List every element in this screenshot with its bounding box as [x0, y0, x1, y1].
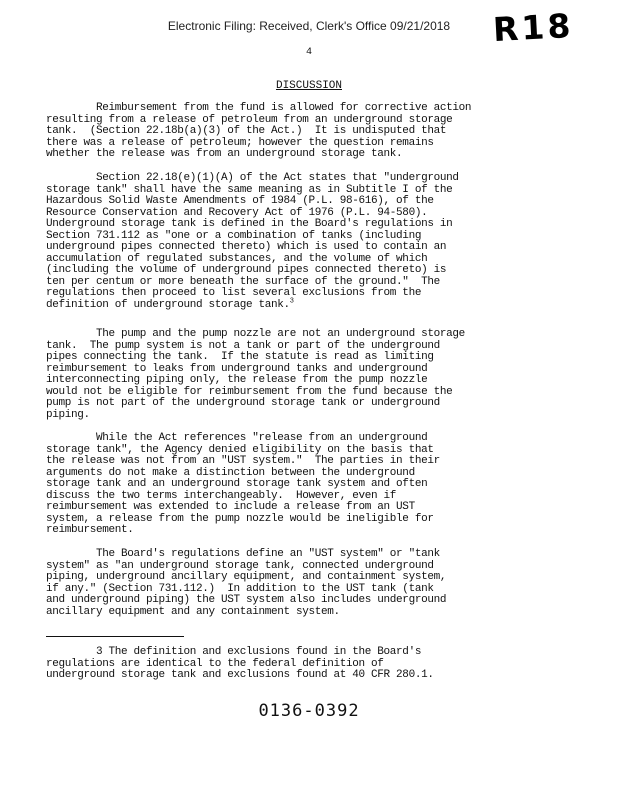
footnote-divider: [46, 636, 184, 637]
exhibit-stamp: R18: [492, 5, 575, 50]
paragraph-4: While the Act references "release from an underground storage tank", the Agency denied eligibility on the basis that the release was not from an "UST system." The parties in their arguments do not make a distinction between the underground storage tank and an underground storage tank system and often discuss the two terms interchangeably. However, even if reimbursement was extended to include a release from an UST system, a release from the pump nozzle would be ineligible for reimbursement.: [46, 432, 440, 536]
page-number: 4: [305, 47, 312, 58]
paragraph-2: Section 22.18(e)(1)(A) of the Act states that "underground storage tank" shall have the same meaning as in Subtitle I of the Hazardous Solid Waste Amendments of 1984 (P.L. 98-616), of the Resource Conservation and Recovery Act of 1976 (P.L. 94-580). Underground storage tank is defined in the Board's regulations in Section 731.112 as "one or a combination of tanks (including underground pipes connected thereto) which is used to contain an accumulation of regulated substances, and the volume of which (including the volume of underground pipes connected thereto) is ten per centum or more beneath the surface of the ground." The regulations then proceed to list several exclusions from the definition of underground storage tank.$^3$: [46, 172, 459, 311]
footnote-reference: 3: [289, 296, 294, 305]
section-title: DISCUSSION: [275, 80, 342, 92]
paragraph-3: The pump and the pump nozzle are not an underground storage tank. The pump system is not a tank or part of the underground pipes connecting the tank. If the statute is read as limiting reimbursement to leaks from underground tanks and underground interconnecting piping only, the release from the pump nozzle would not be eligible for reimbursement from the fund because the pump is not part of the underground storage tank or underground piping.: [46, 328, 465, 421]
paragraph-1: Reimbursement from the fund is allowed for corrective action resulting from a release of petroleum from an underground storage tank. (Section 22.18b(a)(3) of the Act.) It is undisputed that there was a release of petroleum; however the question remains whether the release was from an underground storage tank.: [46, 102, 472, 160]
filing-header: Electronic Filing: Received, Clerk's Office 09/21/2018: [167, 19, 451, 33]
footnote-text: 3 The definition and exclusions found in the Board's regulations are identical to the federal definition of underground storage tank and exclusions found at 40 CFR 280.1.: [46, 646, 434, 681]
document-id: 0136-0392: [258, 701, 360, 721]
paragraph-5: The Board's regulations define an "UST system" or "tank system" as "an underground storage tank, connected underground piping, underground ancillary equipment, and containment system, if any." (Section 731.112.) In addition to the UST tank (tank and underground piping) the UST system also includes underground ancillary equipment and any containment system.: [46, 548, 447, 618]
